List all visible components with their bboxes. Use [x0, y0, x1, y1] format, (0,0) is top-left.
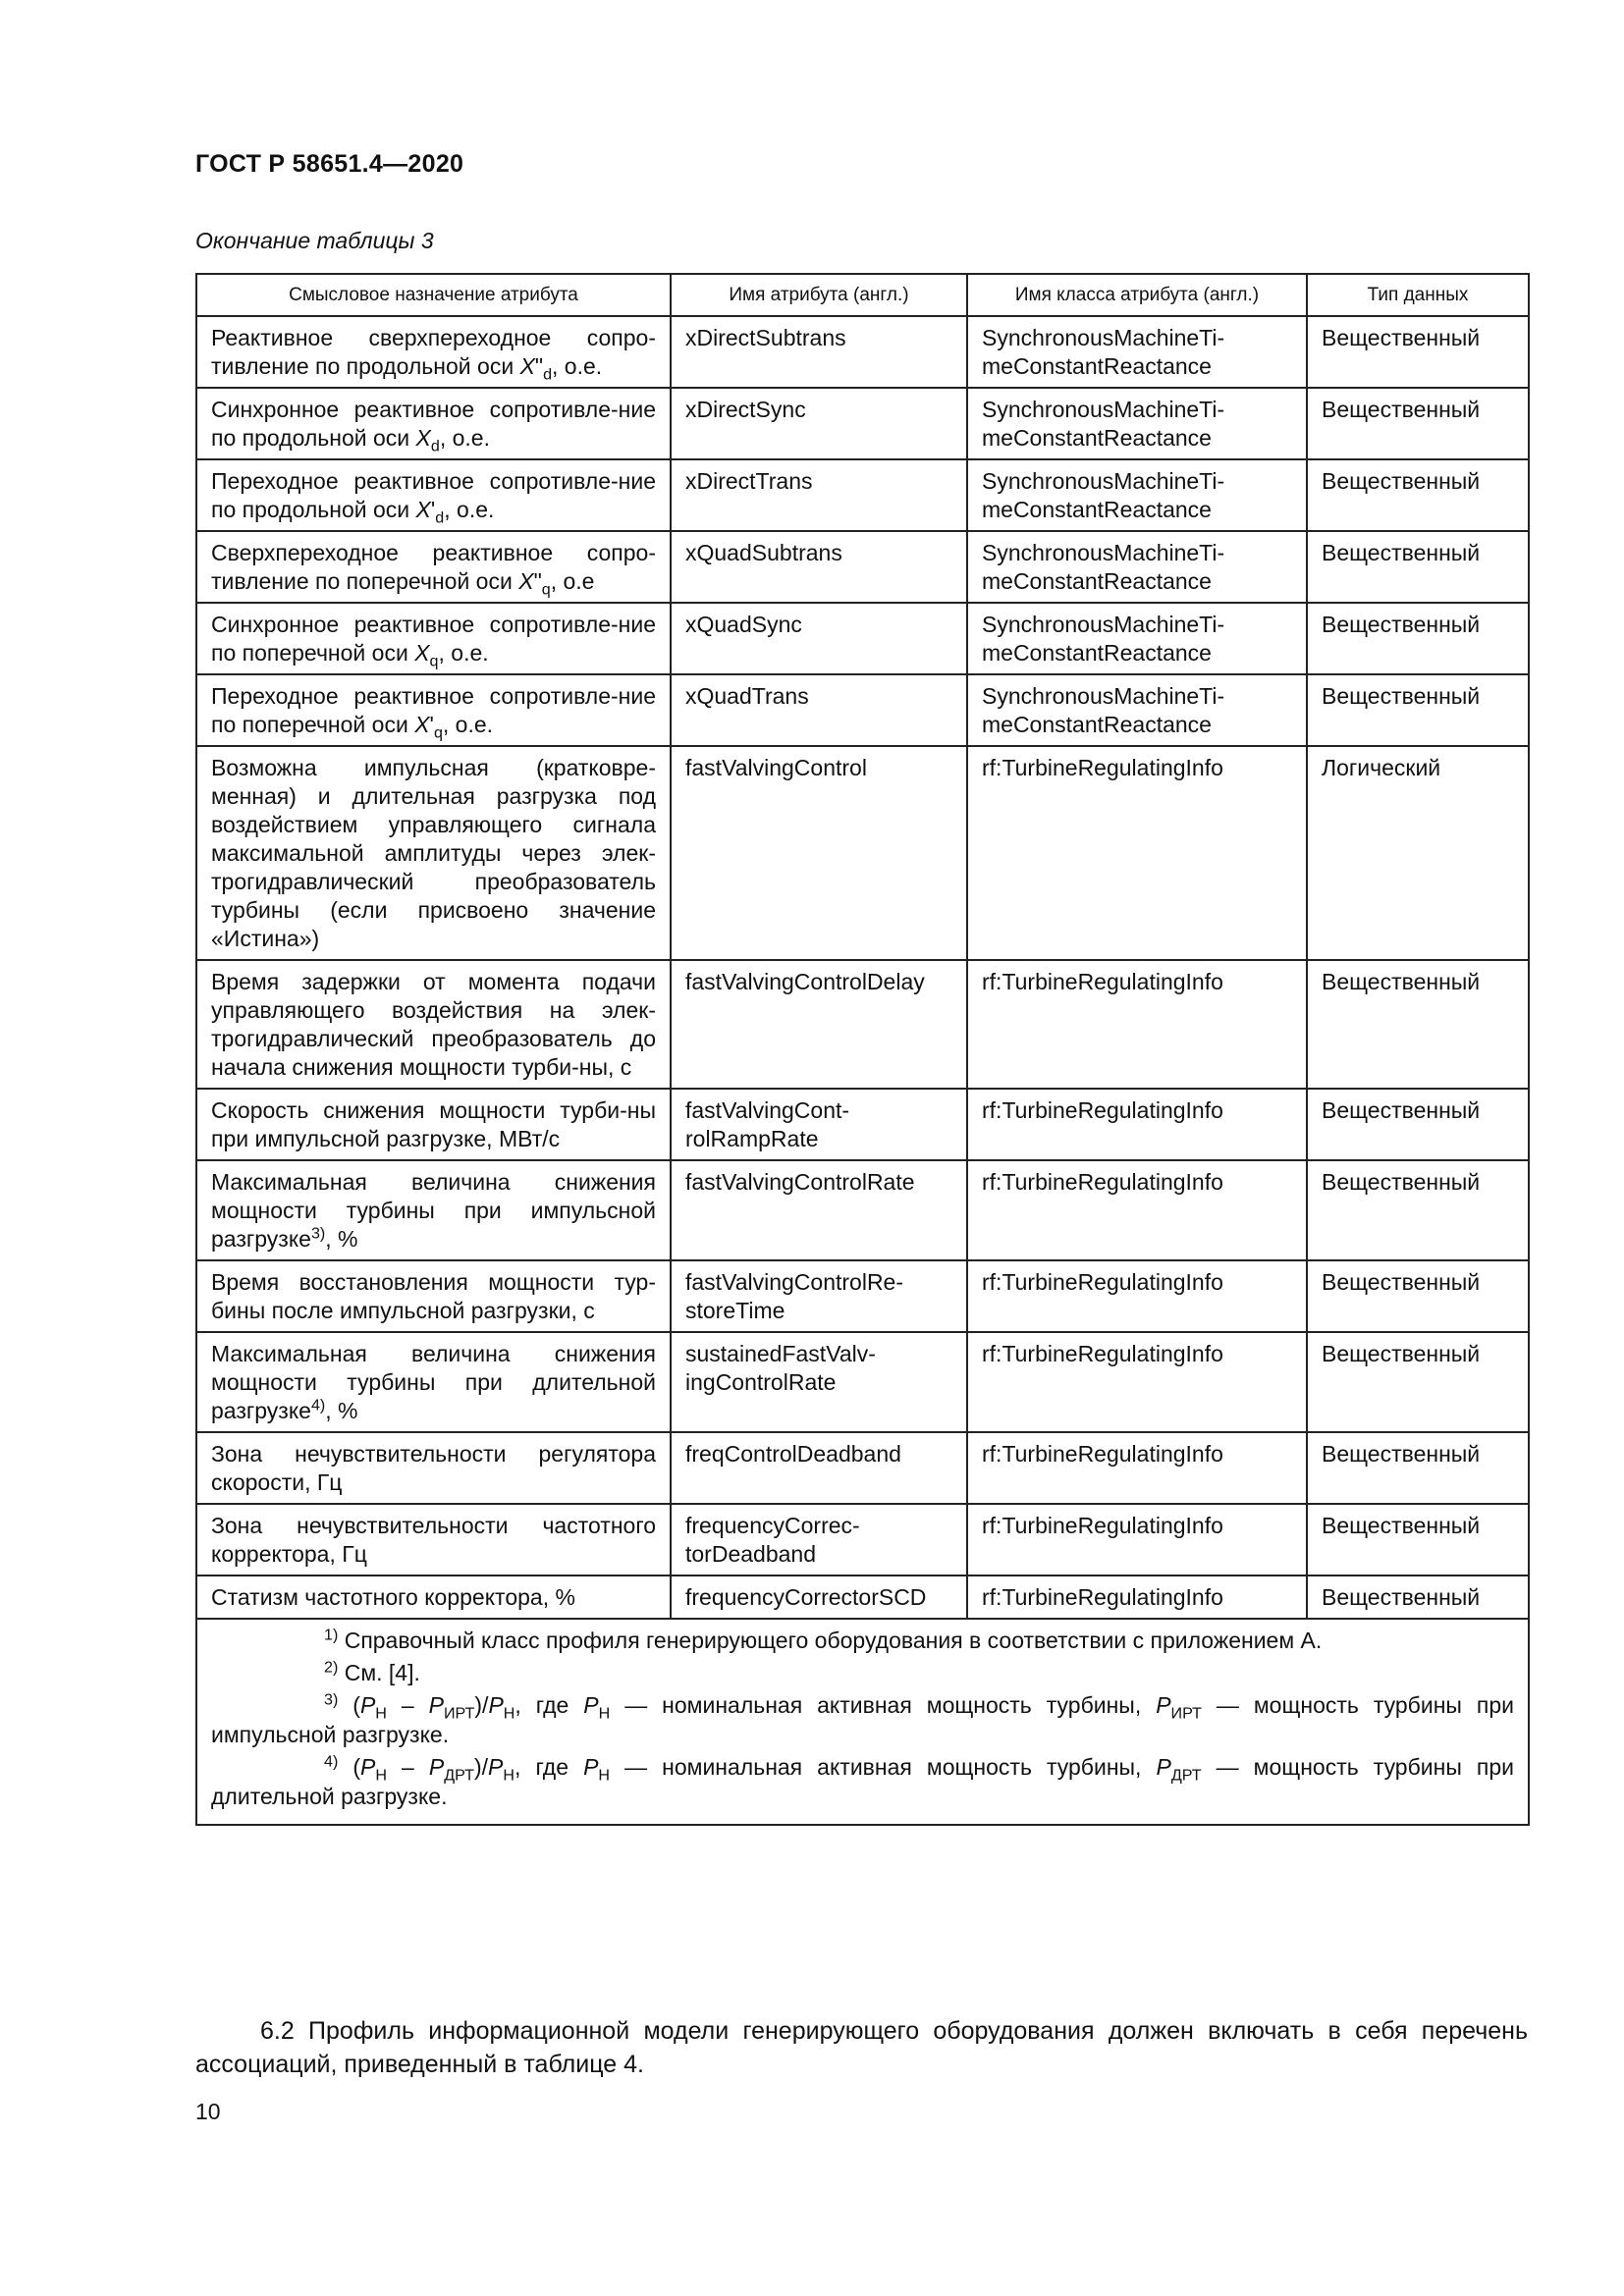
- meaning-text: Реактивное сверхпереходное сопро-тивление по продольной оси: [211, 325, 656, 379]
- meaning-text: Зона нечувствительности частотного корректора, Гц: [211, 1513, 656, 1567]
- header-class-name: Имя класса атрибута (англ.): [967, 274, 1307, 316]
- meaning-mark: ': [430, 497, 436, 522]
- meaning-sym: X: [414, 640, 430, 666]
- cell-class-name: rf:TurbineRegulatingInfo: [967, 960, 1307, 1089]
- cell-attr-name: xDirectSubtrans: [671, 316, 967, 388]
- meaning-text: Скорость снижения мощности турби-ны при импульсной разгрузке, МВт/с: [211, 1097, 656, 1151]
- meaning-sym: X: [519, 353, 535, 379]
- meaning-sub: d: [435, 508, 445, 527]
- meaning-sup: 4): [310, 1396, 326, 1415]
- meaning-text: Синхронное реактивное сопротивле-ние по поперечной оси: [211, 612, 656, 666]
- meaning-tail: , о.е.: [444, 497, 495, 522]
- cell-meaning: [196, 316, 671, 388]
- cell-class-name: rf:TurbineRegulatingInfo: [967, 1432, 1307, 1504]
- cell-attr-name: fastValvingControlRe-storeTime: [671, 1260, 967, 1332]
- table-notes: [196, 1619, 1529, 1825]
- header-data-type: Тип данных: [1307, 274, 1529, 316]
- cell-attr-name: sustainedFastValv-ingControlRate: [671, 1332, 967, 1432]
- meaning-sym: X: [415, 425, 431, 451]
- cell-class-name: rf:TurbineRegulatingInfo: [967, 1575, 1307, 1619]
- cell-meaning: [196, 1332, 671, 1432]
- table-row: [196, 960, 1529, 1089]
- meaning-text: Сверхпереходное реактивное сопро-тивление по поперечной оси: [211, 540, 656, 594]
- cell-data-type: Вещественный: [1307, 1160, 1529, 1260]
- cell-class-name: rf:TurbineRegulatingInfo: [967, 1260, 1307, 1332]
- cell-class-name: SynchronousMachineTi-meConstantReactance: [967, 459, 1307, 531]
- meaning-sub: q: [433, 723, 443, 742]
- cell-meaning: [196, 1432, 671, 1504]
- meaning-sub: q: [429, 652, 439, 670]
- meaning-mark: ': [429, 712, 434, 737]
- cell-meaning: [196, 1260, 671, 1332]
- cell-attr-name: xQuadSubtrans: [671, 531, 967, 603]
- header-meaning: Смысловое назначение атрибута: [196, 274, 671, 316]
- cell-meaning: [196, 603, 671, 674]
- note-2: $^{2)}$ См. [4].: [324, 1658, 420, 1685]
- attributes-table: [195, 273, 1530, 1826]
- cell-class-name: rf:TurbineRegulatingInfo: [967, 1089, 1307, 1160]
- cell-data-type: Вещественный: [1307, 1260, 1529, 1332]
- cell-data-type: Вещественный: [1307, 1332, 1529, 1432]
- cell-meaning: [196, 1089, 671, 1160]
- table-row: [196, 316, 1529, 388]
- cell-data-type: Вещественный: [1307, 1575, 1529, 1619]
- header-attr-name: Имя атрибута (англ.): [671, 274, 967, 316]
- table-row: [196, 1260, 1529, 1332]
- cell-meaning: [196, 674, 671, 746]
- meaning-sub: d: [430, 437, 440, 455]
- meaning-tail: , о.е: [550, 568, 595, 594]
- meaning-sub: d: [543, 365, 553, 384]
- meaning-text: Время восстановления мощности тур-бины после импульсной разгрузки, с: [211, 1269, 656, 1323]
- meaning-text: Максимальная величина снижения мощности турбины при импульсной разгрузке: [211, 1169, 656, 1252]
- note-3: $^{3)}$ $(P_Н - P_{ИРТ})/P_Н$, где $P_Н$ — номинальная активная мощность турбины, $P_{ИРТ}$ — мощность турбины при импульсной разгрузке.: [211, 1690, 1514, 1747]
- notes-row: [196, 1619, 1529, 1825]
- section-paragraph: 6.2 Профиль информационной модели генерирующего оборудования должен включать в себя перечень ассоциаций, приведенный в таблице 4.: [195, 2017, 1528, 2078]
- cell-attr-name: frequencyCorrectorSCD: [671, 1575, 967, 1619]
- cell-data-type: Вещественный: [1307, 603, 1529, 674]
- table-row: [196, 1432, 1529, 1504]
- cell-attr-name: fastValvingCont-rolRampRate: [671, 1089, 967, 1160]
- cell-meaning: [196, 459, 671, 531]
- meaning-text: Переходное реактивное сопротивле-ние по поперечной оси: [211, 683, 656, 737]
- table-row: [196, 674, 1529, 746]
- meaning-tail: , %: [325, 1226, 358, 1252]
- meaning-text: Зона нечувствительности регулятора скорости, Гц: [211, 1441, 656, 1495]
- table-row: [196, 1332, 1529, 1432]
- table-row: [196, 746, 1529, 960]
- table-row: [196, 1160, 1529, 1260]
- meaning-text: Синхронное реактивное сопротивле-ние по продольной оси: [211, 397, 656, 451]
- meaning-text: Статизм частотного корректора, %: [211, 1584, 575, 1610]
- meaning-mark: ": [533, 568, 542, 594]
- meaning-tail: , %: [325, 1398, 358, 1423]
- meaning-sym: X: [518, 568, 534, 594]
- cell-class-name: SynchronousMachineTi-meConstantReactance: [967, 316, 1307, 388]
- cell-data-type: Вещественный: [1307, 388, 1529, 459]
- cell-class-name: SynchronousMachineTi-meConstantReactance: [967, 674, 1307, 746]
- cell-class-name: rf:TurbineRegulatingInfo: [967, 1332, 1307, 1432]
- cell-meaning: [196, 960, 671, 1089]
- table-row: [196, 1504, 1529, 1575]
- meaning-text: Возможна импульсная (кратковре-менная) и длительная разгрузка под воздействием управляющего сигнала максимальной амплитуды через элек-трогидравлический преобразователь турбины (если присвоено значение «Истина»): [211, 755, 656, 951]
- cell-meaning: [196, 1160, 671, 1260]
- meaning-tail: , о.е.: [552, 353, 603, 379]
- table-row: [196, 1089, 1529, 1160]
- table-header-row: [196, 274, 1529, 316]
- cell-data-type: Вещественный: [1307, 459, 1529, 531]
- cell-class-name: rf:TurbineRegulatingInfo: [967, 1160, 1307, 1260]
- cell-meaning: [196, 388, 671, 459]
- document-standard-header: ГОСТ Р 58651.4—2020: [195, 150, 464, 178]
- meaning-sym: X: [415, 497, 431, 522]
- cell-attr-name: fastValvingControl: [671, 746, 967, 960]
- cell-data-type: Вещественный: [1307, 674, 1529, 746]
- cell-attr-name: xDirectSync: [671, 388, 967, 459]
- table-caption: Окончание таблицы 3: [195, 228, 434, 253]
- cell-data-type: Вещественный: [1307, 1089, 1529, 1160]
- cell-data-type: Вещественный: [1307, 1432, 1529, 1504]
- cell-meaning: [196, 531, 671, 603]
- cell-attr-name: freqControlDeadband: [671, 1432, 967, 1504]
- cell-class-name: rf:TurbineRegulatingInfo: [967, 746, 1307, 960]
- cell-data-type: Вещественный: [1307, 960, 1529, 1089]
- meaning-tail: , о.е.: [439, 425, 490, 451]
- cell-attr-name: xQuadSync: [671, 603, 967, 674]
- cell-attr-name: fastValvingControlDelay: [671, 960, 967, 1089]
- cell-data-type: Логический: [1307, 746, 1529, 960]
- cell-class-name: SynchronousMachineTi-meConstantReactance: [967, 388, 1307, 459]
- cell-meaning: [196, 1504, 671, 1575]
- meaning-text: Время задержки от момента подачи управляющего воздействия на элек-трогидравлический преобразователь до начала снижения мощности турби-ны, с: [211, 969, 656, 1080]
- meaning-tail: , о.е.: [438, 640, 489, 666]
- table-row: [196, 1575, 1529, 1619]
- meaning-text: Максимальная величина снижения мощности турбины при длительной разгрузке: [211, 1341, 656, 1423]
- cell-class-name: SynchronousMachineTi-meConstantReactance: [967, 531, 1307, 603]
- note-1: $^{1)}$ Справочный класс профиля генерирующего оборудования в соответствии с приложением А.: [324, 1626, 1323, 1653]
- cell-data-type: Вещественный: [1307, 531, 1529, 603]
- cell-class-name: SynchronousMachineTi-meConstantReactance: [967, 603, 1307, 674]
- table-row: [196, 531, 1529, 603]
- table-row: [196, 388, 1529, 459]
- meaning-tail: , о.е.: [442, 712, 494, 737]
- table-row: [196, 459, 1529, 531]
- meaning-sym: X: [414, 712, 430, 737]
- note-4: $^{4)}$ $(P_Н - P_{ДРТ})/P_Н$, где $P_Н$ — номинальная активная мощность турбины, $P_{ДРТ}$ — мощность турбины при длительной разгрузке.: [211, 1752, 1514, 1809]
- cell-attr-name: xQuadTrans: [671, 674, 967, 746]
- cell-meaning: [196, 746, 671, 960]
- cell-data-type: Вещественный: [1307, 1504, 1529, 1575]
- table-body: [196, 316, 1529, 1619]
- cell-data-type: Вещественный: [1307, 316, 1529, 388]
- meaning-sup: 3): [310, 1224, 326, 1243]
- cell-meaning: [196, 1575, 671, 1619]
- page-number: 10: [195, 2099, 221, 2124]
- meaning-mark: ": [534, 353, 544, 379]
- meaning-text: Переходное реактивное сопротивле-ние по продольной оси: [211, 468, 656, 522]
- cell-attr-name: frequencyCorrec-torDeadband: [671, 1504, 967, 1575]
- cell-class-name: rf:TurbineRegulatingInfo: [967, 1504, 1307, 1575]
- meaning-sub: q: [541, 580, 551, 599]
- cell-attr-name: xDirectTrans: [671, 459, 967, 531]
- cell-attr-name: fastValvingControlRate: [671, 1160, 967, 1260]
- table-row: [196, 603, 1529, 674]
